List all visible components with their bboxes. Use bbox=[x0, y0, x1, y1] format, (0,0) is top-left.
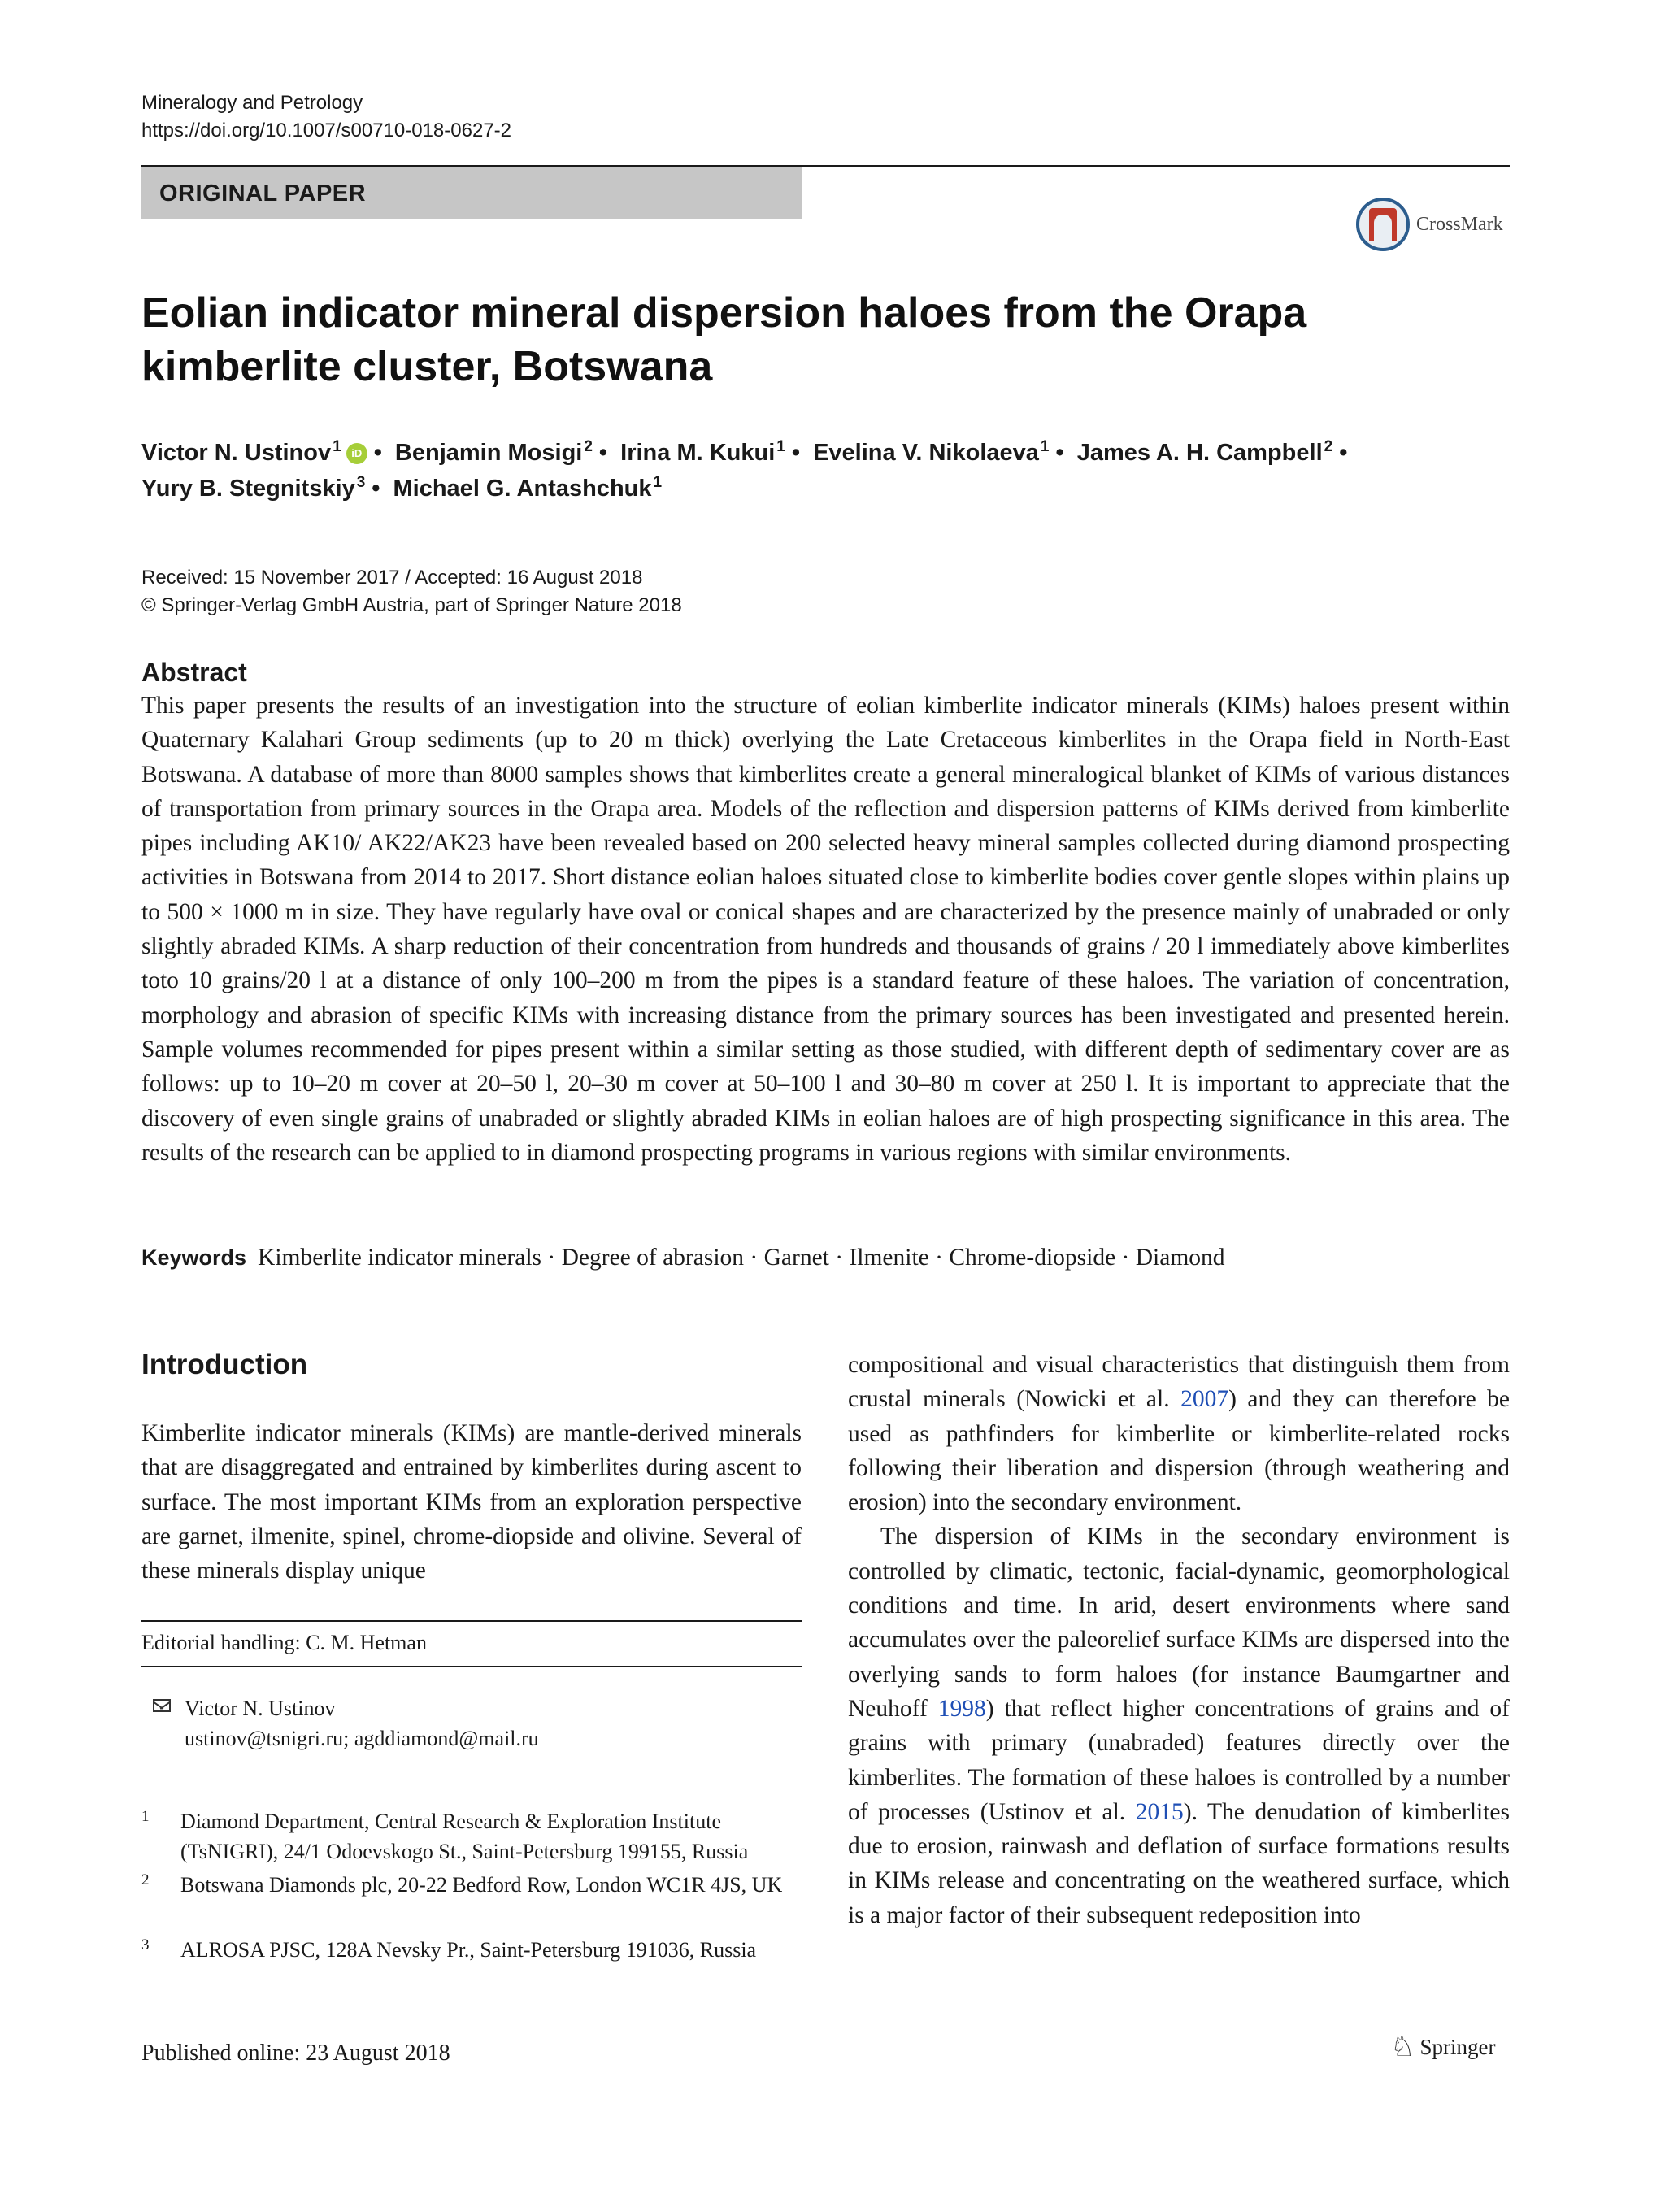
introduction-column-right bbox=[848, 1348, 1510, 1932]
corresponding-author bbox=[141, 1693, 539, 1754]
citation-link[interactable]: 2007 bbox=[1180, 1386, 1229, 1413]
received-accepted-dates: Received: 15 November 2017 / Accepted: 16 August 2018 bbox=[141, 567, 643, 589]
abstract-heading: Abstract bbox=[141, 658, 247, 687]
affiliation-text: Diamond Department, Central Research & Exploration Institute (TsNIGRI), 24/1 Odoevskogo St., Saint-Petersburg 199155, Russia bbox=[180, 1810, 749, 1863]
introduction-paragraph: Kimberlite indicator minerals (KIMs) are mantle-derived minerals that are disaggregated and entrained by kimberlites during ascent to surface. The most important KIMs from an exploration perspective are garnet, ilmenite, spinel, chrome-diopside and olivine. Several of these minerals display unique bbox=[141, 1420, 802, 1584]
doi-link[interactable]: https://doi.org/10.1007/s00710-018-0627-2 bbox=[141, 120, 512, 141]
introduction-heading: Introduction bbox=[141, 1349, 308, 1380]
introduction-paragraph: compositional and visual characteristics that distinguish them from crustal minerals (Nowicki et al. 2007) and they can therefore be used as pathfinders for kimberlite or kimberlite-related rocks following their liberation and dispersion (through weathering and erosion) into the secondary environment. bbox=[848, 1352, 1510, 1516]
affiliation-item bbox=[141, 1935, 802, 1965]
journal-header bbox=[141, 89, 511, 145]
affiliation-marker: 2 bbox=[1324, 438, 1333, 456]
keyword-item: Kimberlite indicator minerals bbox=[258, 1245, 542, 1271]
affiliation-item bbox=[141, 1806, 802, 1867]
keyword-item: Ilmenite bbox=[849, 1245, 929, 1271]
copyright-notice: © Springer-Verlag GmbH Austria, part of Springer Nature 2018 bbox=[141, 594, 682, 616]
journal-name: Mineralogy and Petrology bbox=[141, 92, 363, 114]
envelope-icon bbox=[153, 1699, 171, 1712]
affiliation-text: Botswana Diamonds plc, 20-22 Bedford Row, London WC1R 4JS, UK bbox=[180, 1873, 783, 1897]
paper-type-label: ORIGINAL PAPER bbox=[159, 180, 367, 206]
keyword-separator: · bbox=[541, 1245, 562, 1271]
author-name[interactable]: Michael G. Antashchuk bbox=[393, 476, 652, 502]
author-name[interactable]: Benjamin Mosigi bbox=[394, 440, 583, 466]
keyword-separator: · bbox=[828, 1245, 850, 1271]
publisher-name: Springer bbox=[1419, 2034, 1496, 2059]
springer-logo bbox=[1390, 2031, 1495, 2063]
crossmark-icon bbox=[1356, 198, 1410, 251]
introduction-column-left bbox=[141, 1416, 802, 1588]
citation-link[interactable]: 1998 bbox=[937, 1695, 986, 1722]
keyword-separator: · bbox=[1115, 1245, 1136, 1271]
corresponding-email[interactable]: ustinov@tsnigri.ru; agddiamond@mail.ru bbox=[185, 1727, 539, 1750]
paper-title: Eolian indicator mineral dispersion haloes from the Orapa kimberlite cluster, Botswana bbox=[141, 289, 1307, 390]
footnote-rule bbox=[141, 1620, 802, 1622]
affiliation-marker: 1 bbox=[653, 474, 663, 492]
author-name[interactable]: James A. H. Campbell bbox=[1076, 440, 1323, 466]
author-name[interactable]: Yury B. Stegnitskiy bbox=[141, 476, 355, 502]
keyword-separator: · bbox=[928, 1245, 950, 1271]
affiliation-marker: 2 bbox=[584, 438, 593, 456]
keyword-separator: · bbox=[744, 1245, 764, 1271]
springer-horse-icon: ♘ bbox=[1390, 2032, 1415, 2062]
author-list: Victor N. Ustinov $^1$ iD • Benjamin Mosigi $^2$ • Irina M. Kukui $^1$ • Evelina V. Nikolaeva $^1$ • James A. H. Campbell $^2$ • Yury B. Stegnitskiy $^3$ • Michael G. Antashchuk $^1$ bbox=[141, 438, 1348, 502]
author-name[interactable]: Irina M. Kukui bbox=[620, 440, 776, 466]
corresponding-name: Victor N. Ustinov bbox=[185, 1697, 336, 1720]
affiliation-number: 2 bbox=[141, 1871, 150, 1888]
author-name[interactable]: Victor N. Ustinov bbox=[141, 440, 332, 466]
abstract-text: This paper presents the results of an investigation into the structure of eolian kimberlite indicator minerals (KIMs) haloes present within Quaternary Kalahari Group sediments (up to 20 m thick) overlying the Late Cretaceous kimberlites in the Orapa field in North-East Botswana. A database of more than 8000 samples shows that kimberlites create a general mineralogical blanket of KIMs of various distances of transportation from primary sources in the Orapa area. Models of the reflection and dispersion patterns of KIMs derived from kimberlite pipes including AK10/ AK22/AK23 have been revealed based on 200 selected heavy mineral samples collected during diamond prospecting activities in Botswana from 2014 to 2017. Short distance eolian haloes situated close to kimberlite bodies cover gentle slopes within plains up to 500 × 1000 m in size. They have regularly have oval or conical shapes and are characterized by the presence mainly of unabraded or only slightly abraded KIMs. A sharp reduction of their concentration from hundreds and thousands of grains / 20 l immediately above kimberlites toto 10 grains/20 l at a distance of only 100–200 m from the pipes is a standard feature of these haloes. The variation of concentration, morphology and abrasion of specific KIMs with increasing distance from the primary sources has been investigated and presented herein. Sample volumes recommended for pipes present within a similar setting as those studied, with different depth of sedimentary cover are as follows: up to 10–20 m cover at 20–50 l, 20–30 m cover at 50–100 l and 30–80 m cover at 250 l. It is important to appreciate that the discovery of even single grains of unabraded or slightly abraded KIMs in eolian haloes are of high prospecting significance in this area. The results of the research can be applied to in diamond prospecting programs in various regions with similar environments. bbox=[141, 693, 1510, 1166]
keyword-item: Chrome-diopside bbox=[949, 1245, 1116, 1271]
affiliation-text: ALROSA PJSC, 128A Nevsky Pr., Saint-Petersburg 191036, Russia bbox=[180, 1938, 757, 1962]
affiliation-item bbox=[141, 1870, 802, 1900]
author-name[interactable]: Evelina V. Nikolaeva bbox=[813, 440, 1039, 466]
crossmark-label: CrossMark bbox=[1416, 213, 1503, 235]
citation-link[interactable]: 2015 bbox=[1135, 1798, 1184, 1825]
affiliation-number: 1 bbox=[141, 1808, 150, 1825]
affiliation-marker: 1 bbox=[1040, 438, 1050, 456]
affiliation-marker: 1 bbox=[333, 438, 341, 456]
keyword-item: Garnet bbox=[763, 1245, 829, 1271]
affiliation-marker: 1 bbox=[776, 438, 785, 456]
footnote-rule bbox=[141, 1666, 802, 1667]
keyword-item: Diamond bbox=[1135, 1245, 1225, 1271]
keywords-line bbox=[141, 1241, 1510, 1275]
publication-dates bbox=[141, 564, 682, 619]
published-online-date: Published online: 23 August 2018 bbox=[141, 2040, 450, 2066]
affiliation-marker: 3 bbox=[356, 474, 366, 492]
keyword-item: Degree of abrasion bbox=[561, 1245, 745, 1271]
editorial-handling: Editorial handling: C. M. Hetman bbox=[141, 1631, 427, 1654]
orcid-icon[interactable]: iD bbox=[346, 443, 367, 464]
introduction-paragraph: The dispersion of KIMs in the secondary environment is controlled by climatic, tectonic, facial-dynamic, geomorphological conditions and time. In arid, desert environments where sand accumulates over the paleorelief surface KIMs are dispersed into the overlying sands to form haloes (for instance Baumgartner and Neuhoff 1998) that reflect higher concentrations of grains and of grains with primary (unabraded) features directly over the kimberlites. The formation of these haloes is controlled by a number of processes (Ustinov et al. 2015). The denudation of kimberlites due to erosion, rainwash and deflation of surface formations results in KIMs release and concentrating on the weathered surface, which is a major factor of their subsequent redeposition into bbox=[848, 1523, 1511, 1928]
keywords-list bbox=[258, 1245, 1225, 1271]
keywords-label: Keywords bbox=[141, 1245, 247, 1270]
affiliation-number: 3 bbox=[141, 1936, 150, 1953]
crossmark-button[interactable] bbox=[1356, 198, 1503, 251]
